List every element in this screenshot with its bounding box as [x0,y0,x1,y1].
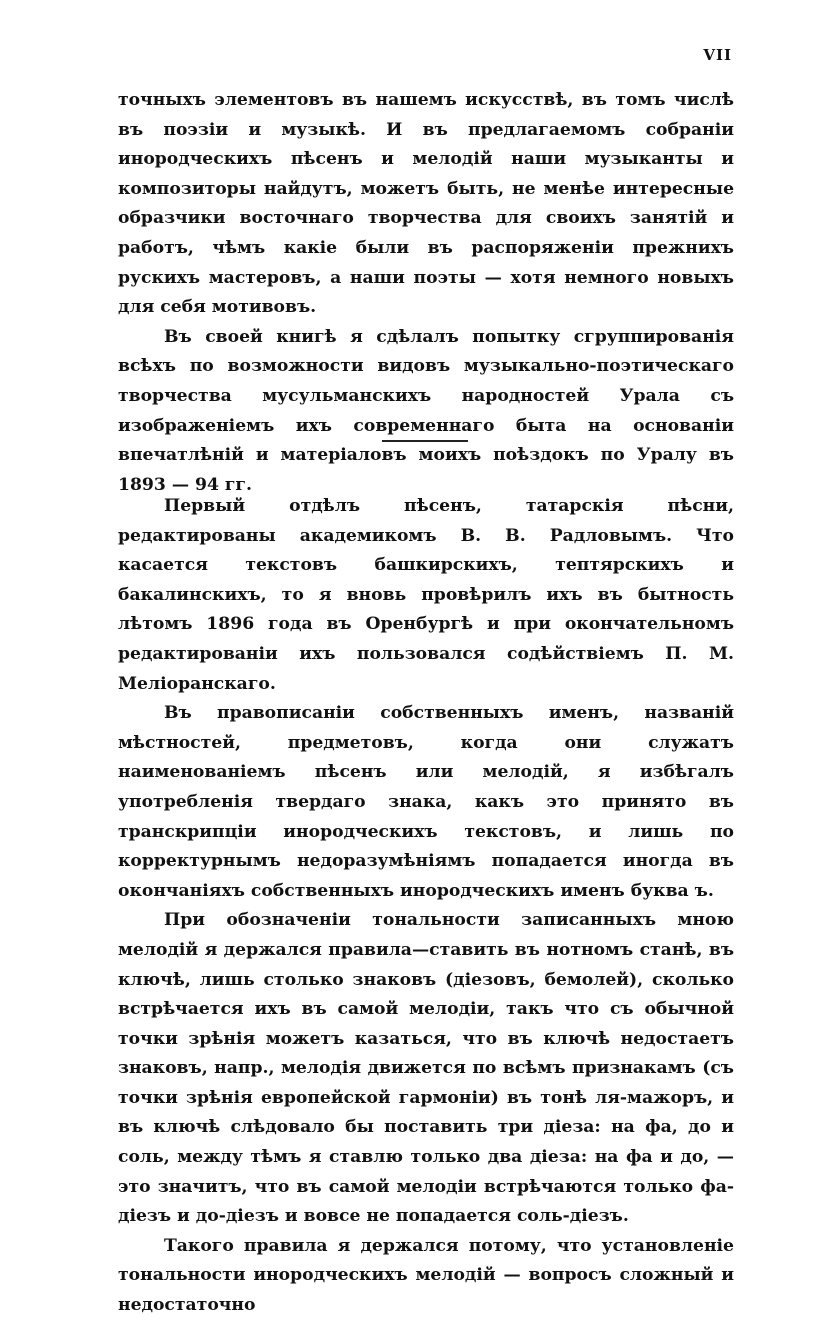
section-divider [382,440,468,442]
paragraph-book-purpose: Въ своей книгѣ я сдѣлалъ попытку сгруппированія всѣхъ по возможности видовъ музыкально-поэтическаго творчества мусульманскихъ народностей Урала съ изображеніемъ ихъ современнаго быта на основаніи впечатлѣній и матеріаловъ моихъ поѣздокъ по Уралу въ 1893 — 94 гг. [118,326,734,495]
paragraph-tonality: При обозначеніи тональности записанныхъ мною мелодій я держался правила—ставить въ нотномъ станѣ, въ ключѣ, лишь столько знаковъ (діезовъ, бемолей), сколько встрѣчается ихъ въ самой мелодіи, такъ что съ обычной точки зрѣнія можетъ казаться, что въ ключѣ недостаетъ знаковъ, напр., мелодія движется по всѣмъ признакамъ (съ точки зрѣнія европейской гармоніи) въ тонѣ ля-мажоръ, и въ ключѣ слѣдовало бы поставить три діеза: на фа, до и соль, между тѣмъ я ставлю только два діеза: на фа и до, — это значитъ, что въ самой мелодіи встрѣчаются только фа-діезъ и до-діезъ и вовсе не попадается соль-діезъ. [118,910,734,1227]
paragraph-continuation: точныхъ элементовъ въ нашемъ искусствѣ, въ томъ числѣ въ поэзіи и музыкѣ. И въ предлагаемомъ собраніи инородческихъ пѣсенъ и мелодій наши музыканты и композиторы найдутъ, можетъ быть, не менѣе интересные образчики восточнаго творчества для своихъ занятій и работъ, чѣмъ какіе были въ распоряженіи прежнихъ рускихъ мастеровъ, а наши поэты — хотя немного новыхъ для себя мотивовъ. [118,90,734,318]
paragraph-tonality-reason: Такого правила я держался потому, что установленіе тональности инородческихъ мелодій — вопросъ сложный и недостаточно [118,1235,734,1316]
paragraph-editing: Первый отдѣлъ пѣсенъ, татарскія пѣсни, редактированы академикомъ В. В. Радловымъ. Что касается текстовъ башкирскихъ, тептярскихъ и бакалинскихъ, то я вновь провѣрилъ ихъ въ бытность лѣтомъ 1896 года въ Оренбургѣ и при окончательномъ редактированіи ихъ пользовался содѣйствіемъ П. М. Меліоранскаго. [118,496,734,694]
paragraph-orthography: Въ правописаніи собственныхъ именъ, названій мѣстностей, предметовъ, когда они служатъ наименованіемъ пѣсенъ или мелодій, я избѣгалъ употребленія твердаго знака, какъ это принято въ транскрипціи инородческихъ текстовъ, и лишь по корректурнымъ недоразумѣніямъ попадается иногда въ окончаніяхъ собственныхъ инородческихъ именъ буква ъ. [118,703,734,901]
editorial-notes-block [118,492,734,1321]
intro-text-block [118,86,734,500]
page-number: VII [703,46,732,64]
